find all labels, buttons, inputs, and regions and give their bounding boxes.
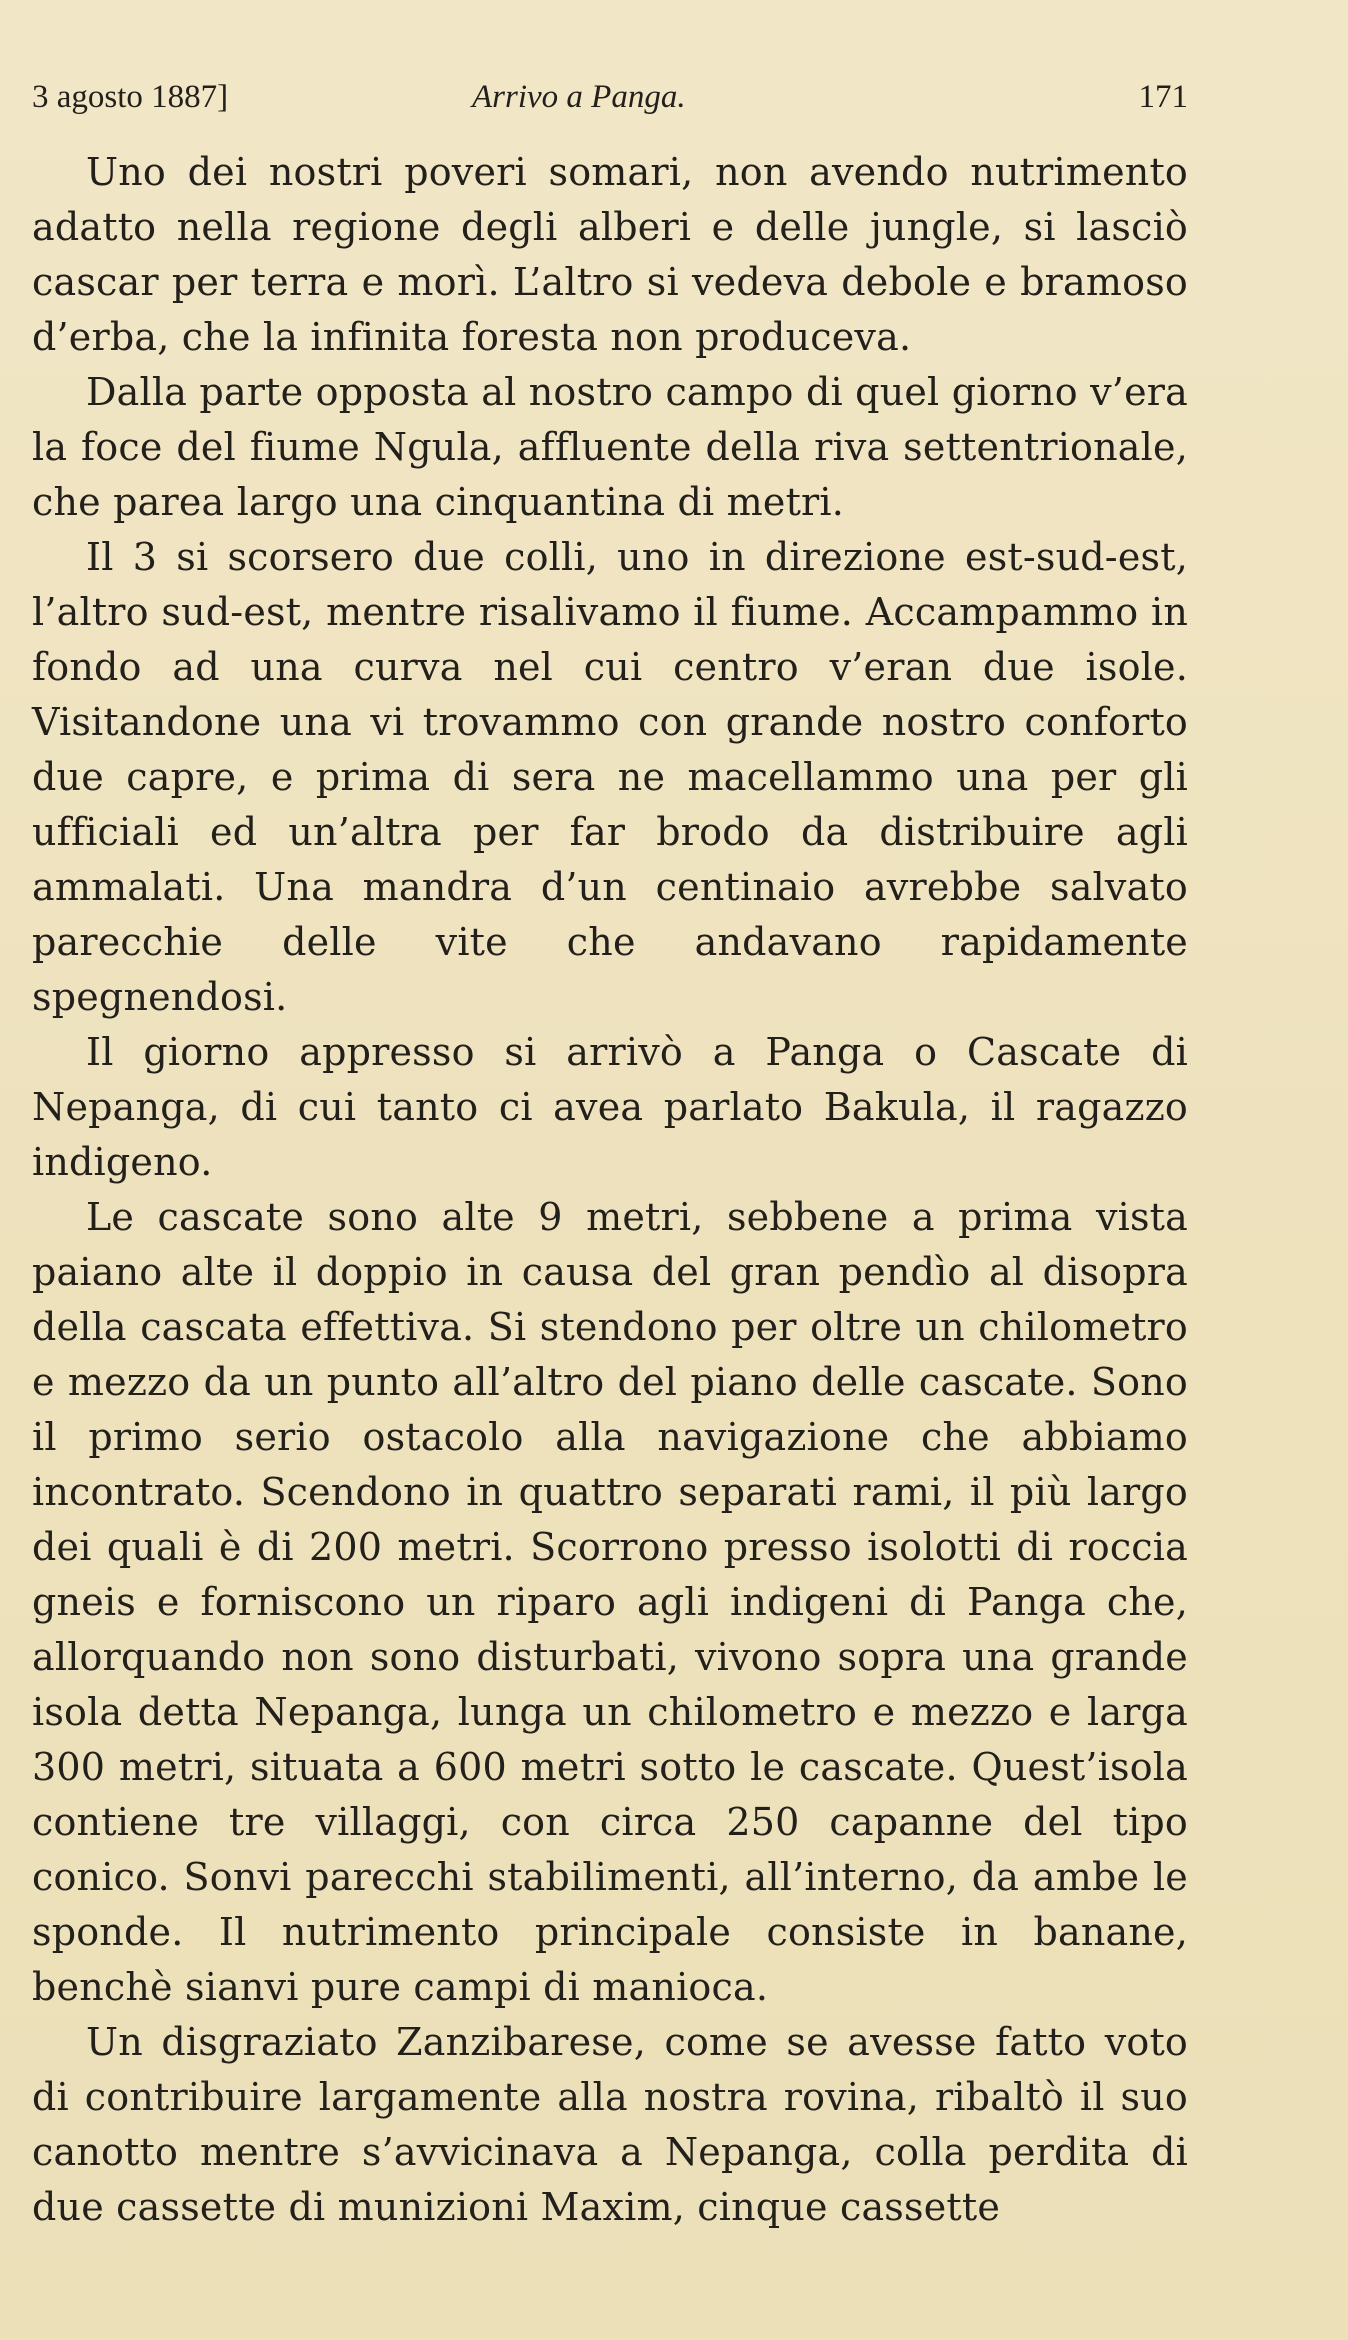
running-head [32, 72, 1188, 122]
paragraph: Dalla parte opposta al nostro campo di quel giorno v’era la foce del fiume Ngula, affluente della riva settentrionale, che parea largo una cinquantina di metri. [32, 370, 1188, 524]
paragraph: Il 3 si scorsero due colli, uno in direzione est-sud-est, l’altro sud-est, mentre risalivamo il fiume. Accampammo in fondo ad una curva nel cui centro v’eran due isole. Visitandone una vi trovammo con grande nostro conforto due capre, e prima di sera ne macellammo una per gli ufficiali ed un’altra per far brodo da distribuire agli ammalati. Una mandra d’un centinaio avrebbe salvato parecchie delle vite che andavano rapidamente spegnendosi. [32, 535, 1188, 1019]
paragraph: Le cascate sono alte 9 metri, sebbene a prima vista paiano alte il doppio in causa del gran pendìo al disopra della cascata effettiva. Si stendono per oltre un chilometro e mezzo da un punto all’altro del piano delle cascate. Sono il primo serio ostacolo alla navigazione che abbiamo incontrato. Scendono in quattro separati rami, il più largo dei quali è di 200 metri. Scorrono presso isolotti di roccia gneis e forniscono un riparo agli indigeni di Panga che, allorquando non sono disturbati, vivono sopra una grande isola detta Nepanga, lunga un chilometro e mezzo e larga 300 metri, situata a 600 metri sotto le cascate. Quest’isola contiene tre villaggi, con circa 250 capanne del tipo conico. Sonvi parecchi stabilimenti, all’interno, da ambe le sponde. Il nutrimento principale consiste in banane, benchè sianvi pure campi di manioca. [32, 1195, 1188, 2009]
body-text [32, 145, 1188, 2235]
page-number: 171 [1138, 79, 1188, 115]
header-title: Arrivo a Panga. [472, 79, 686, 115]
paragraph: Un disgraziato Zanzibarese, come se avesse fatto voto di contribuire largamente alla nostra rovina, ribaltò il suo canotto mentre s’avvicinava a Nepanga, colla perdita di due cassette di munizioni Maxim, cinque cassette [32, 2020, 1188, 2229]
paragraph: Il giorno appresso si arrivò a Panga o Cascate di Nepanga, di cui tanto ci avea parlato Bakula, il ragazzo indigeno. [32, 1030, 1188, 1184]
paragraph: Uno dei nostri poveri somari, non avendo nutrimento adatto nella regione degli alberi e delle jungle, si lasciò cascar per terra e morì. L’altro si vedeva debole e bramoso d’erba, che la infinita foresta non produceva. [32, 150, 1188, 359]
header-date: 3 agosto 1887] [32, 79, 229, 115]
